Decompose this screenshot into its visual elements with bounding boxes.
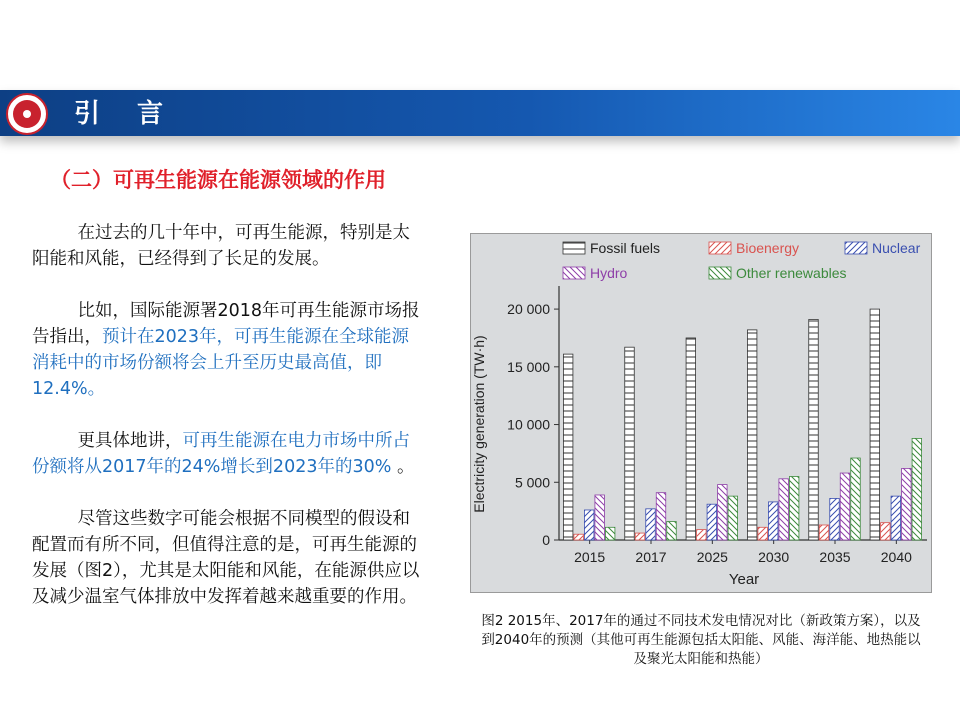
- paragraph-1-text: 在过去的几十年中，可再生能源，特别是太阳能和风能，已经得到了长足的发展。: [32, 223, 410, 269]
- legend-swatch-bioenergy: [709, 242, 731, 254]
- x-tick-label: 2025: [696, 549, 728, 565]
- paragraph-2-highlight: 预计在2023年，可再生能源在全球能源消耗中的市场份额将会上升至历史最高值，即12.4%。: [32, 327, 410, 399]
- figure-caption: 图2 2015年、2017年的通过不同技术发电情况对比（新政策方案），以及到2040年的预测（其他可再生能源包括太阳能、风能、海洋能、地热能以及聚光太阳能和热能）: [481, 613, 921, 667]
- logo-emblem: [13, 100, 41, 128]
- bar-bioenergy-2025: [697, 530, 707, 540]
- logo-center: [23, 110, 31, 118]
- chart-frame: [470, 233, 932, 593]
- x-tick-label: 2015: [574, 549, 606, 565]
- paragraph-1: [32, 220, 424, 272]
- legend-label-hydro: Hydro: [590, 265, 628, 281]
- y-tick-label: 5 000: [514, 474, 550, 491]
- chart-legend: [563, 240, 921, 281]
- y-tick-label: 20 000: [507, 301, 550, 318]
- paragraph-4: [32, 506, 424, 610]
- x-tick-label: 2035: [819, 549, 851, 565]
- bar-nuclear-2015: [584, 510, 594, 540]
- paragraph-3-tail: 。: [391, 457, 415, 477]
- legend-label-bioenergy: Bioenergy: [736, 240, 800, 256]
- legend-label-nuclear: Nuclear: [872, 240, 921, 256]
- paragraph-2: [32, 298, 424, 402]
- bar-bioenergy-2030: [758, 527, 768, 540]
- y-tick-label: 10 000: [507, 416, 550, 433]
- bar-other-renewables-2030: [789, 477, 799, 541]
- bar-fossil-fuels-2015: [563, 354, 573, 540]
- x-tick-label: 2030: [758, 549, 790, 565]
- paragraph-3-highlight: 可再生能源在电力市场中所占份额将从2017年的24%增长到2023年的30%: [32, 431, 410, 477]
- bar-fossil-fuels-2035: [809, 319, 819, 540]
- bar-fossil-fuels-2025: [686, 338, 696, 540]
- y-tick-label: 15 000: [507, 358, 550, 375]
- body-text: [32, 220, 424, 636]
- bar-other-renewables-2015: [605, 527, 615, 540]
- bar-hydro-2015: [595, 495, 604, 540]
- university-logo: [6, 93, 48, 135]
- bar-other-renewables-2035: [851, 458, 861, 540]
- bar-nuclear-2017: [646, 509, 656, 540]
- legend-swatch-hydro: [563, 267, 585, 279]
- page-title: 引 言: [74, 99, 178, 129]
- paragraph-2-text: 比如，国际能源署2018年可再生能源市场报告指出，: [32, 301, 420, 347]
- bar-bioenergy-2017: [635, 533, 645, 540]
- bar-other-renewables-2040: [912, 438, 922, 540]
- bar-bioenergy-2015: [574, 534, 584, 540]
- y-tick-label: 0: [542, 532, 550, 548]
- legend-swatch-fossil-fuels: [563, 242, 585, 254]
- legend-label-fossil-fuels: Fossil fuels: [590, 240, 661, 256]
- bar-other-renewables-2017: [667, 522, 677, 540]
- bar-nuclear-2040: [891, 496, 901, 540]
- bar-fossil-fuels-2017: [625, 347, 635, 540]
- bar-bioenergy-2040: [881, 523, 891, 540]
- legend-label-other-renewables: Other renewables: [736, 265, 847, 281]
- paragraph-3: [32, 428, 424, 480]
- electricity-generation-chart: [471, 234, 931, 592]
- bar-hydro-2035: [840, 473, 850, 540]
- x-axis-label: Year: [728, 571, 760, 588]
- legend-swatch-other-renewables: [709, 267, 731, 279]
- bar-hydro-2030: [779, 479, 789, 540]
- bar-nuclear-2025: [707, 504, 717, 540]
- bar-fossil-fuels-2030: [747, 330, 757, 540]
- section-title: （二）可再生能源在能源领域的作用: [50, 168, 386, 192]
- bar-hydro-2017: [656, 493, 666, 540]
- bar-nuclear-2035: [830, 498, 840, 540]
- chart-bars: [563, 309, 921, 540]
- legend-swatch-nuclear: [845, 242, 867, 254]
- bar-fossil-fuels-2040: [870, 309, 880, 540]
- bar-hydro-2025: [718, 485, 728, 540]
- y-axis-label: Electricity generation (TW·h): [471, 335, 487, 513]
- bar-other-renewables-2025: [728, 496, 738, 540]
- bar-nuclear-2030: [768, 502, 778, 540]
- x-tick-label: 2040: [880, 549, 912, 565]
- x-tick-label: 2017: [635, 549, 667, 565]
- paragraph-4-text: 尽管这些数字可能会根据不同模型的假设和配置而有所不同，但值得注意的是，可再生能源的发展（图2），尤其是太阳能和风能，在能源供应以及减少温室气体排放中发挥着越来越重要的作用。: [32, 509, 420, 607]
- bar-hydro-2040: [902, 468, 912, 540]
- bar-bioenergy-2035: [819, 525, 829, 540]
- paragraph-3-text: 更具体地讲，: [77, 431, 183, 451]
